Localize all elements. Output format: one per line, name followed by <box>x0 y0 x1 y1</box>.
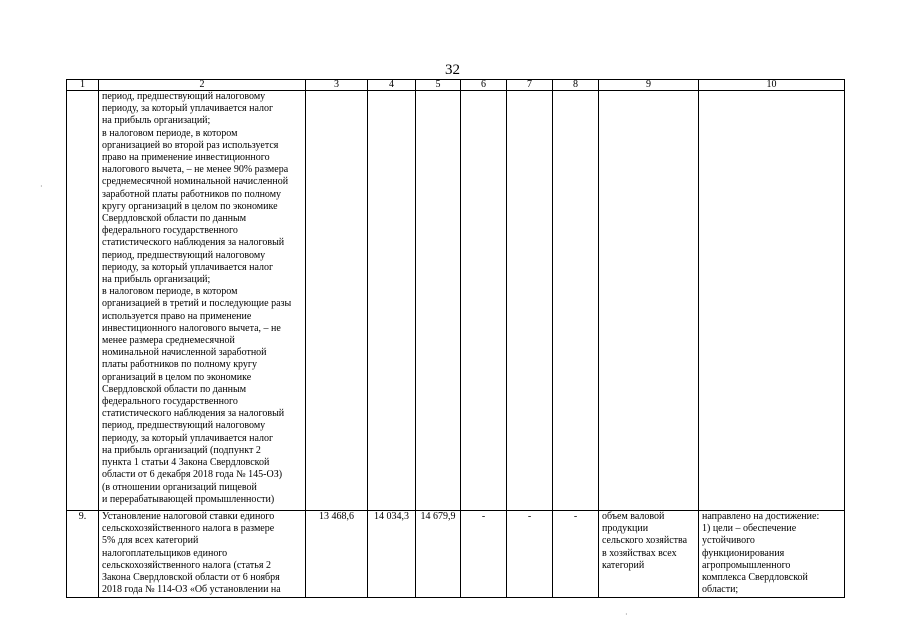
tax-expenditure-table <box>66 79 845 598</box>
column-number-row <box>67 80 845 91</box>
table-cell <box>599 91 699 511</box>
table-cell-value: - <box>507 511 553 598</box>
table-cell <box>699 91 845 511</box>
table-cell-description: Установление налоговой ставки единого сельскохозяйственного налога в размере 5% для всех категорий налогоплательщиков единого сельскохозяйственного налога (статья 2 Закона Свердловской области от 6 ноября 2018 года № 114-ОЗ «Об установлении на <box>99 511 306 598</box>
column-header: 5 <box>416 80 461 91</box>
column-header: 4 <box>368 80 416 91</box>
table-cell-value: 14 034,3 <box>368 511 416 598</box>
table-cell-value: - <box>553 511 599 598</box>
table-cell-indicator: объем валовой продукции сельского хозяйства в хозяйствах всех категорий <box>599 511 699 598</box>
column-header: 2 <box>99 80 306 91</box>
table-cell <box>461 91 507 511</box>
column-header: 9 <box>599 80 699 91</box>
table-cell <box>507 91 553 511</box>
table-cell <box>306 91 368 511</box>
table-cell <box>416 91 461 511</box>
column-header: 7 <box>507 80 553 91</box>
column-header: 1 <box>67 80 99 91</box>
table-cell <box>368 91 416 511</box>
column-header: 6 <box>461 80 507 91</box>
table-cell-value: 14 679,9 <box>416 511 461 598</box>
page-number: 32 <box>445 62 460 78</box>
scan-speck: · <box>625 610 628 619</box>
table-cell-description: период, предшествующий налоговому периоду, за который уплачивается налог на прибыль организаций; в налоговом периоде, в котором организацией во второй раз используется право на применение инвестиционного налогового вычета, – не менее 90% размера среднемесячной номинальной начисленной заработной платы работников по полному кругу организаций в целом по экономике Свердловской области по данным федерального государственного статистического наблюдения за налоговый период, предшествующий налоговому периоду, за который уплачивается налог на прибыль организаций; в налоговом периоде, в котором организацией в третий и последующие разы используется право на применение инвестиционного налогового вычета, – не менее размера среднемесячной номинальной начисленной заработной платы работников по полному кругу организаций в целом по экономике Свердловской области по данным федерального государственного статистического наблюдения за налоговый период, предшествующий налоговому периоду, за который уплачивается налог на прибыль организаций (подпункт 2 пункта 1 статьи 4 Закона Свердловской области от 6 декабря 2018 года № 145-ОЗ) (в отношении организаций пищевой и перерабатывающей промышленности) <box>99 91 306 511</box>
table-row-9 <box>67 511 845 598</box>
table-cell-value: - <box>461 511 507 598</box>
table-row-continuation <box>67 91 845 511</box>
table-cell <box>553 91 599 511</box>
table-cell <box>67 91 99 511</box>
column-header: 10 <box>699 80 845 91</box>
table-cell-goal: направлено на достижение: 1) цели – обеспечение устойчивого функционирования агропромышленного комплекса Свердловской области; <box>699 511 845 598</box>
column-header: 3 <box>306 80 368 91</box>
column-header: 8 <box>553 80 599 91</box>
scan-speck: · <box>40 182 43 191</box>
table-cell-value: 13 468,6 <box>306 511 368 598</box>
row-number: 9. <box>67 511 99 598</box>
